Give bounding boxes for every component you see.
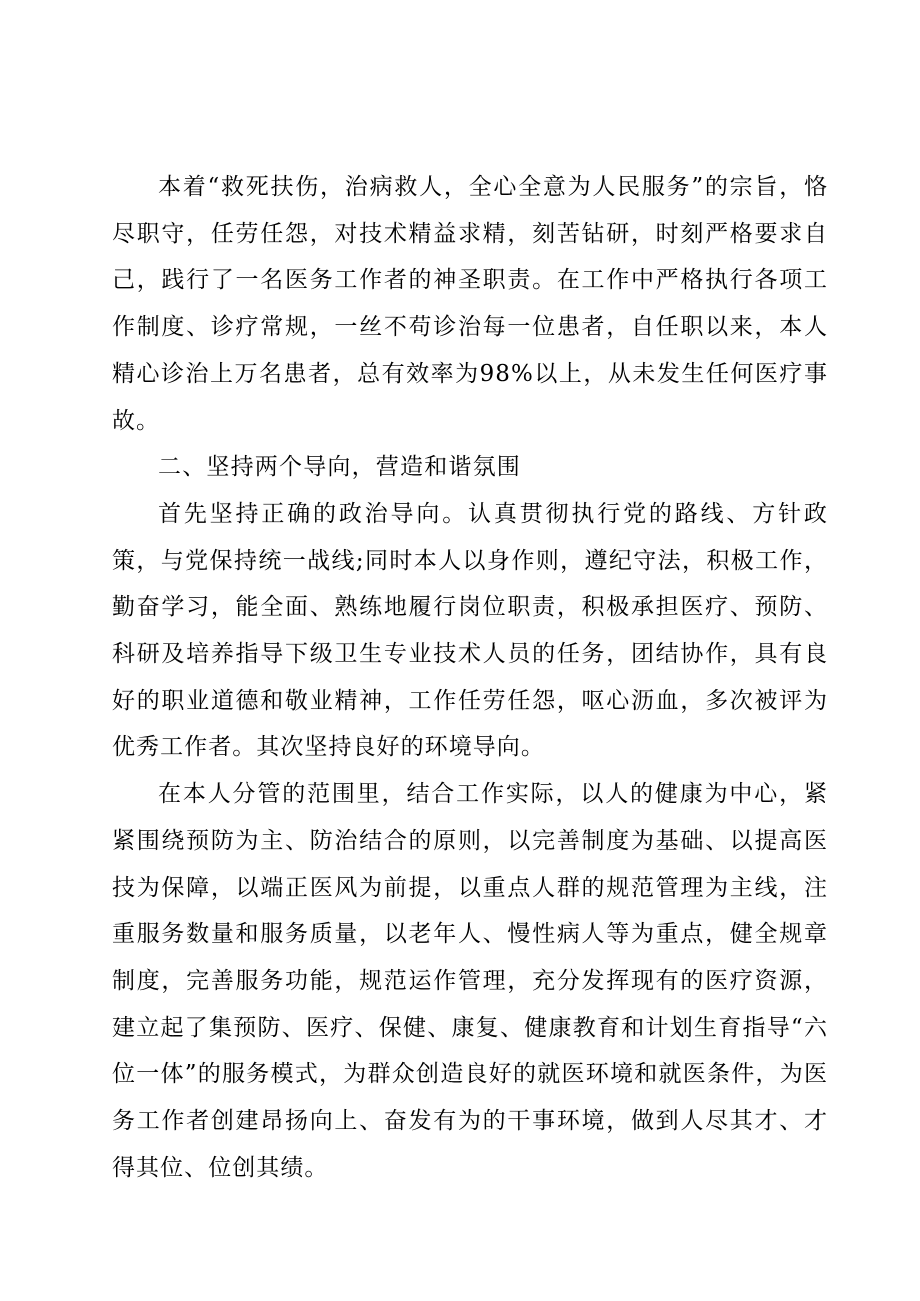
paragraph-service-purpose: 本着“救死扶伤，治病救人，全心全意为人民服务”的宗旨，恪尽职守，任劳任怨，对技术精益求精，刻苦钻研，时刻严格要求自己，践行了一名医务工作者的神圣职责。在工作中严格执行各项工作制度、诊疗常规，一丝不苟诊治每一位患者，自任职以来，本人精心诊治上万名患者，总有效率为98%以上，从未发生任何医疗事故。	[112, 174, 828, 434]
document-body	[112, 164, 828, 1191]
paragraph-environment-orientation: 在本人分管的范围里，结合工作实际，以人的健康为中心，紧紧围绕预防为主、防治结合的原则，以完善制度为基础、以提高医技为保障，以端正医风为前提，以重点人群的规范管理为主线，注重服务数量和服务质量，以老年人、慢性病人等为重点，健全规章制度，完善服务功能，规范运作管理，充分发挥现有的医疗资源，建立起了集预防、医疗、保健、康复、健康教育和计划生育指导“六位一体”的服务模式，为群众创造良好的就医环境和就医条件，为医务工作者创建昂扬向上、奋发有为的干事环境，做到人尽其才、才得其位、位创其绩。	[112, 781, 828, 1181]
paragraph-political-orientation: 首先坚持正确的政治导向。认真贯彻执行党的路线、方针政策，与党保持统一战线;同时本人以身作则，遵纪守法，积极工作，勤奋学习，能全面、熟练地履行岗位职责，积极承担医疗、预防、科研及培养指导下级卫生专业技术人员的任务，团结协作，具有良好的职业道德和敬业精神，工作任劳任怨，呕心沥血，多次被评为优秀工作者。其次坚持良好的环境导向。	[112, 500, 828, 761]
section-heading-two-orientations: 二、坚持两个导向，营造和谐氛围	[158, 454, 521, 481]
